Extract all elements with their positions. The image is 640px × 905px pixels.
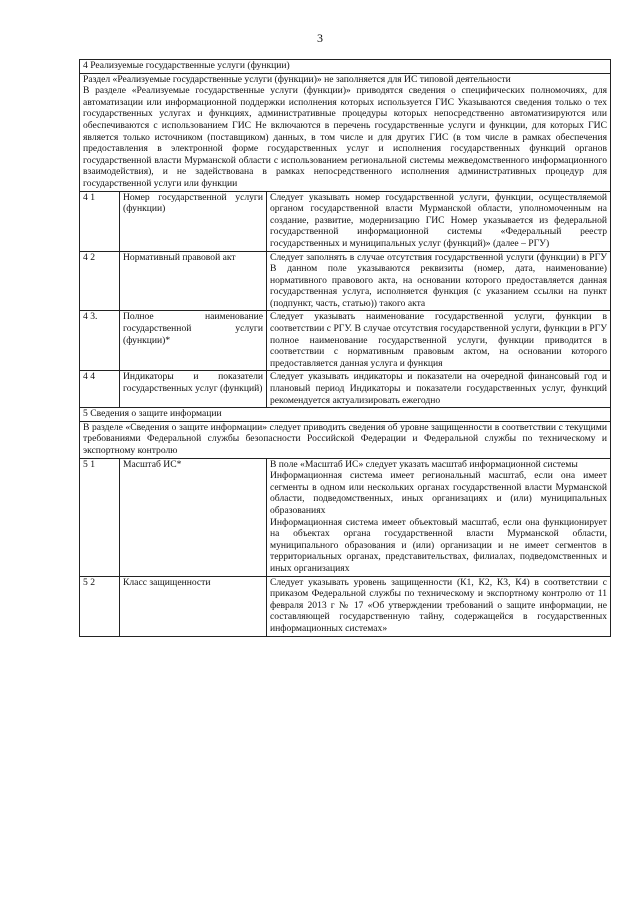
section-4-intro <box>80 73 611 191</box>
table-row <box>80 311 611 371</box>
table-row <box>80 251 611 311</box>
field-description <box>267 458 611 576</box>
row-number: 4 1 <box>80 191 120 251</box>
description-paragraph: В поле «Масштаб ИС» следует указать масштаб информационной системы <box>270 458 578 470</box>
section-intro-row <box>80 421 611 458</box>
intro-paragraph: Раздел «Реализуемые государственные услуги (функции)» не заполняется для ИС типовой деятельности <box>83 73 511 85</box>
field-name: Индикаторы и показатели государственных услуг (функций) <box>120 371 267 408</box>
field-description: Следует указывать номер государственной услуги, функции, осуществляемой органом государственной власти Мурманской области, уполномоченным на создание, развитие, модернизацию ГИС Номер указывается из федеральной государственной информационной системы «Федеральный реестр государственных и муниципальных услуг (функций)» (далее – РГУ) <box>267 191 611 251</box>
field-description: Следует указывать наименование государственной услуги, функции в соответствии с РГУ. В случае отсутствия государственной услуги, функции в РГУ полное наименование государственной услуги, функции приводится в соответствии с нормативным правовым актом, на основании которого предоставляется данная услуга и функция <box>267 311 611 371</box>
table-row <box>80 458 611 576</box>
field-description: Следует указывать индикаторы и показатели на очередной финансовый год и плановый период Индикаторы и показатели государственных услуг, функций рекомендуется актуализировать ежегодно <box>267 371 611 408</box>
field-description: Следует указывать уровень защищенности (К1, К2, К3, К4) в соответствии с приказом Федеральной службы по техническому и экспортному контролю от 11 февраля 2013 г № 17 «Об утверждении требований о защите информации, не составляющей государственную тайну, содержащейся в государственных информационных системах» <box>267 576 611 636</box>
field-name: Нормативный правовой акт <box>120 251 267 311</box>
section-header-row <box>80 408 611 422</box>
requirements-table <box>79 59 611 637</box>
row-number: 5 2 <box>80 576 120 636</box>
section-4-header: 4 Реализуемые государственные услуги (функции) <box>80 60 611 74</box>
intro-paragraph: В разделе «Реализуемые государственные услуги (функции)» приводятся сведения о специфических полномочиях, для автоматизации или информационной поддержки исполнения которых используется ГИС Указываются сведения только о тех государственных услугах и функциях, административные процедуры которых непосредственно автоматизируются или обеспечиваются с использованием ГИС Не включаются в перечень государственные услуги и функции, для которых ГИС является только источником (поставщиком) данных, в том числе и для других ГИС (в том числе в рамках обеспечения предоставления в электронной форме государственных услуг и исполнения государственных функций органов государственной власти Мурманской области с использованием региональной системы межведомственного информационного взаимодействия), и не задействована в рамках непосредственного исполнения административных процедур для государственной услуги или функции <box>83 85 607 189</box>
row-number: 4 3. <box>80 311 120 371</box>
field-name: Масштаб ИС* <box>120 458 267 576</box>
row-number: 4 4 <box>80 371 120 408</box>
row-number: 4 2 <box>80 251 120 311</box>
table-row <box>80 191 611 251</box>
section-header-row <box>80 60 611 74</box>
description-paragraph: Информационная система имеет региональный масштаб, если она имеет сегменты в одном или нескольких органах государственной власти Мурманской области, подведомственных, иных организациях и (или) муниципальных образованиях <box>270 470 607 516</box>
section-5-header: 5 Сведения о защите информации <box>80 408 611 422</box>
section-intro-row <box>80 73 611 191</box>
page-number: 3 <box>317 31 323 45</box>
field-name: Полное наименование государственной услуги (функции)* <box>120 311 267 371</box>
field-name: Номер государственной услуги (функции) <box>120 191 267 251</box>
field-name: Класс защищенности <box>120 576 267 636</box>
field-description: Следует заполнять в случае отсутствия государственной услуги (функции) в РГУ В данном поле указываются реквизиты (номер, дата, наименование) нормативного правового акта, на основании которого предоставляется данная государственная услуга, исполняется функция (с указанием ссылки на пункт (подпункт, часть, статью)) такого акта <box>267 251 611 311</box>
table-row <box>80 576 611 636</box>
table-row <box>80 371 611 408</box>
section-5-intro: В разделе «Сведения о защите информации» следует приводить сведения об уровне защищенности в соответствии с текущими требованиями Федеральной службы безопасности Российской Федерации и Федеральной службы по техническому и экспортному контролю <box>80 421 611 458</box>
row-number: 5 1 <box>80 458 120 576</box>
description-paragraph: Информационная система имеет объектовый масштаб, если она функционирует на объектах органа государственной власти Мурманской области, муниципального образования и (или) организации и не имеет сегментов в территориальных органах, представительствах, филиалах, подведомственных и иных организациях <box>270 516 607 574</box>
